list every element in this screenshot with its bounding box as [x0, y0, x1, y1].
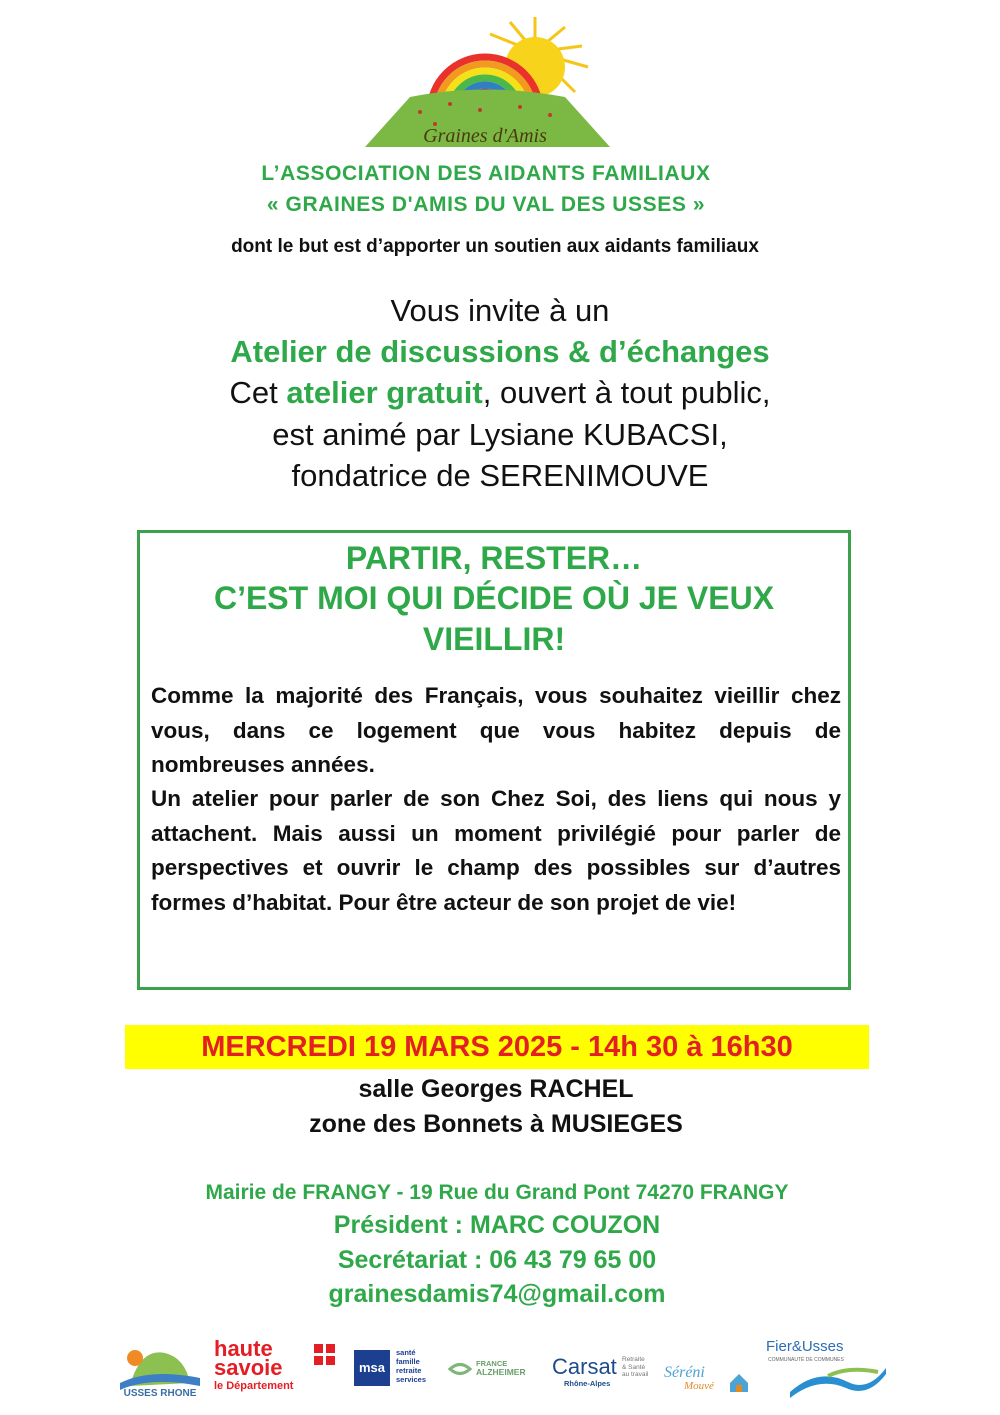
msa-text4: services	[396, 1375, 427, 1384]
event-type: Atelier de discussions & d’échanges	[230, 334, 770, 369]
france-alzheimer-logo	[448, 1338, 548, 1400]
box-title-line3: VIEILLIR!	[422, 621, 566, 657]
free-workshop-line	[0, 372, 1000, 413]
association-purpose: dont le but est d’apporter un soutien aux aidants familiaux	[231, 236, 759, 257]
msa-text	[396, 1348, 426, 1384]
contact-email[interactable]: grainesdamis74@gmail.com	[328, 1280, 666, 1308]
venue-line2: zone des Bonnets à MUSIEGES	[309, 1110, 683, 1138]
box-title-line1: PARTIR, RESTER…	[345, 540, 643, 576]
usses-rhone-text: USSES RHONE	[123, 1388, 197, 1399]
fier-usses-wave-icon	[788, 1362, 888, 1400]
free-prefix: Cet	[229, 375, 287, 410]
usses-rhone-logo	[110, 1338, 210, 1400]
logo-text: Graines d'Amis	[423, 125, 547, 147]
date-highlight	[125, 1025, 869, 1069]
fier-usses-sub: COMMUNAUTÉ DE COMMUNES	[768, 1357, 844, 1363]
topic-box	[137, 530, 851, 990]
box-title-line2: C’EST MOI QUI DÉCIDE OÙ JE VEUX	[213, 580, 775, 616]
msa-logo	[352, 1338, 444, 1400]
fier-usses-text: Fier&Usses	[766, 1338, 844, 1355]
carsat-logo	[552, 1338, 656, 1400]
france-alzheimer-text2: ALZHEIMER	[476, 1367, 526, 1377]
cross-icon	[314, 1344, 336, 1366]
carsat-sub: Rhône-Alpes	[564, 1379, 611, 1388]
msa-text2: famille	[396, 1357, 420, 1366]
msa-text3: retraite	[396, 1366, 422, 1375]
founder-line: fondatrice de SERENIMOUVE	[291, 458, 709, 493]
france-alzheimer-text1: FRANCE	[476, 1359, 508, 1368]
contact-address: Mairie de FRANGY - 19 Rue du Grand Pont 74270 FRANGY	[205, 1181, 789, 1204]
host-line: est animé par Lysiane KUBACSI,	[272, 417, 728, 452]
contact-president: Président : MARC COUZON	[333, 1211, 661, 1239]
association-title-line1: L’ASSOCIATION DES AIDANTS FAMILIAUX	[261, 162, 711, 185]
sereni-text2: Mouvé	[684, 1380, 714, 1392]
event-date: MERCREDI 19 MARS 2025 - 14h 30 à 16h30	[201, 1031, 793, 1063]
association-title-line2: « GRAINES D'AMIS DU VAL DES USSES »	[266, 193, 706, 216]
graines-damis-logo	[360, 12, 610, 152]
msa-mark: msa	[354, 1350, 390, 1386]
msa-text1: santé	[396, 1348, 416, 1357]
carsat-side1: Retraite	[622, 1356, 645, 1363]
sereni-text1: Séréni	[664, 1364, 705, 1381]
fier-usses-logo	[764, 1338, 890, 1400]
house-icon	[728, 1372, 750, 1394]
carsat-side	[622, 1356, 648, 1379]
box-paragraph-1: Comme la majorité des Français, vous souhaitez vieillir chez vous, dans ce logement que vous habitez depuis de nombreuses années.	[151, 683, 841, 777]
contact-secretariat: Secrétariat : 06 43 79 65 00	[337, 1246, 657, 1274]
haute-savoie-text1: haute	[214, 1336, 273, 1361]
free-suffix: , ouvert à tout public,	[482, 375, 771, 410]
haute-savoie-text3: le Département	[214, 1380, 294, 1392]
haute-savoie-text2: savoie	[214, 1355, 283, 1380]
alzheimer-icon	[448, 1360, 472, 1378]
carsat-side2: & Santé	[622, 1363, 646, 1371]
box-paragraph-2: Un atelier pour parler de son Chez Soi, des liens qui nous y attachent. Mais aussi un moment privilégié pour parler de perspectives et ouvrir le champ des possibles sur d’autres formes d’habitat. Pour être acteur de son projet de vie!	[151, 786, 841, 915]
haute-savoie-logo	[212, 1338, 340, 1400]
free-word: atelier gratuit	[286, 375, 483, 410]
venue-line1: salle Georges RACHEL	[358, 1075, 634, 1103]
carsat-side3: au travail	[622, 1371, 649, 1378]
invite-intro: Vous invite à un	[390, 293, 610, 328]
serenimouve-logo	[662, 1338, 754, 1400]
carsat-text: Carsat	[552, 1354, 617, 1379]
